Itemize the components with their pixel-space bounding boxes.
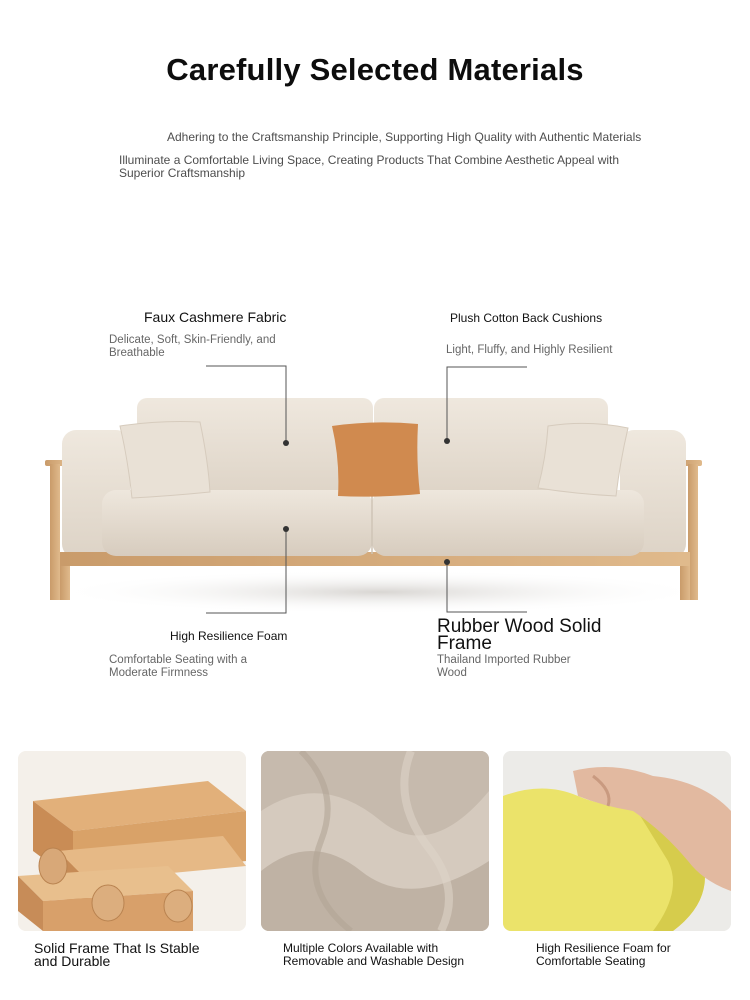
subtitle-line-2: Illuminate a Comfortable Living Space, Creating Products That Combine Aesthetic Appeal with Superior Craftsmanship [119, 153, 620, 180]
callout-desc-fabric: Delicate, Soft, Skin-Friendly, and Breathable [109, 334, 276, 359]
callout-desc-foam: Comfortable Seating with a Moderate Firmness [109, 654, 248, 679]
subtitle-line-1: Adhering to the Craftsmanship Principle, Supporting High Quality with Authentic Materials [167, 130, 642, 144]
feature-caption-fabric: Multiple Colors Available with Removable and Washable Design [283, 941, 464, 968]
page-title: Carefully Selected Materials [166, 52, 584, 87]
wood-beams-image [18, 751, 246, 931]
callout-title-foam: High Resilience Foam [170, 629, 288, 643]
callout-title-fabric: Faux Cashmere Fabric [144, 309, 287, 325]
callout-title-frame: Rubber Wood Solid Frame [437, 616, 602, 654]
foam-squeeze-image [503, 751, 731, 931]
fabric-closeup-image [261, 751, 489, 931]
callout-title-back-cushions: Plush Cotton Back Cushions [450, 311, 603, 325]
sofa-image [40, 380, 720, 620]
callout-desc-frame: Thailand Imported Rubber Wood [437, 654, 571, 679]
feature-caption-frame: Solid Frame That Is Stable and Durable [34, 940, 200, 969]
feature-caption-foam: High Resilience Foam for Comfortable Seating [536, 941, 671, 968]
callout-desc-back-cushions: Light, Fluffy, and Highly Resilient [446, 344, 613, 356]
